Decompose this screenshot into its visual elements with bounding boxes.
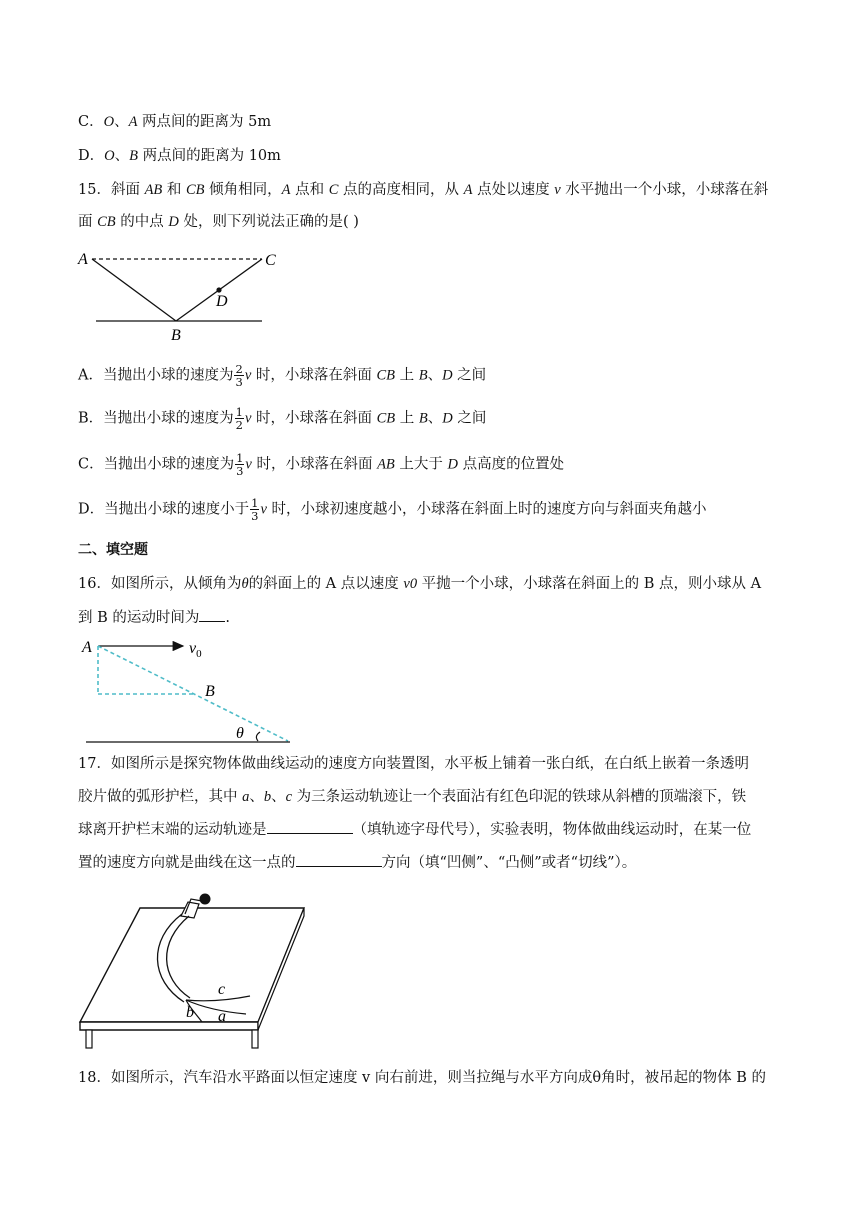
q15-option-c: C．当抛出小球的速度为 $\frac{1}{3}$ v 时，小球落在斜面 AB 上大于 D 点高度的位置处 xyxy=(78,451,565,478)
q15-incline-figure xyxy=(78,246,278,346)
answer-blank[interactable] xyxy=(267,819,353,834)
q17-stem-line3: 球离开护栏末端的运动轨迹是 （填轨迹字母代号），实验表明，物体做曲线运动时，在某一位 xyxy=(78,819,751,840)
q16-projectile-figure xyxy=(78,636,298,746)
q17-table-figure xyxy=(78,890,318,1055)
q16-label-b: B xyxy=(205,683,215,700)
q16-label-v0-subscript: 0 xyxy=(196,648,202,660)
q16-label-theta: θ xyxy=(236,725,244,742)
prev-option-d: D．O、B 两点间的距离为 10m xyxy=(78,148,281,164)
prev-option-c: C．O、A 两点间的距离为 5m xyxy=(78,114,272,130)
q15-option-a: A．当抛出小球的速度为 $\frac{2}{3}$ v 时，小球落在斜面 CB 上 B、D 之间 xyxy=(78,362,487,389)
q17-label-a: a xyxy=(218,1008,226,1025)
q17-stem-line4: 置的速度方向就是曲线在这一点的 方向（填“凹侧”、“凸侧”或者“切线”）。 xyxy=(78,852,636,873)
fraction: $\frac{1}{3}$ xyxy=(251,496,259,523)
q18-stem-line1: 18．如图所示，汽车沿水平路面以恒定速度 v 向右前进，则当拉绳与水平方向成θ角时，被吊起的物体 B 的 xyxy=(78,1070,766,1086)
fraction: $\frac{1}{2}$ xyxy=(235,405,243,432)
section-heading: 二、填空题 xyxy=(78,542,148,558)
q15-stem-line1: 15．斜面 AB 和 CB 倾角相同，A 点和 C 点的高度相同，从 A 点处以速度 v 水平抛出一个小球，小球落在斜 xyxy=(78,182,769,198)
q16-stem-line2: 到 B 的运动时间为 . xyxy=(78,607,230,628)
q16-label-a: A xyxy=(82,639,92,656)
q16-label-v0: $v_0$ xyxy=(189,640,202,660)
fraction: $\frac{2}{3}$ xyxy=(235,362,243,389)
fraction: $\frac{1}{3}$ xyxy=(236,451,244,478)
answer-blank[interactable] xyxy=(199,607,225,622)
q16-stem-line1: 16．如图所示，从倾角为θ的斜面上的 A 点以速度 v0 平抛一个小球，小球落在斜面上的 B 点，则小球从 A xyxy=(78,576,762,592)
q15-label-b: B xyxy=(171,327,181,344)
q15-label-c: C xyxy=(265,252,276,269)
q15-option-b: B．当抛出小球的速度为 $\frac{1}{2}$ v 时，小球落在斜面 CB 上 B、D 之间 xyxy=(78,405,487,432)
q15-option-d: D．当抛出小球的速度小于 $\frac{1}{3}$ v 时，小球初速度越小，小球落在斜面上时的速度方向与斜面夹角越小 xyxy=(78,496,707,523)
q17-label-c: c xyxy=(218,981,226,998)
q15-stem-line2: 面 CB 的中点 D 处，则下列说法正确的是( ) xyxy=(78,214,359,230)
q17-stem-line2: 胶片做的弧形护栏，其中 a、b、c 为三条运动轨迹让一个表面沾有红色印泥的铁球从斜槽的顶端滚下，铁 xyxy=(78,789,747,805)
answer-blank[interactable] xyxy=(296,852,382,867)
q17-label-b: b xyxy=(186,1004,194,1021)
q17-stem-line1: 17．如图所示是探究物体做曲线运动的速度方向装置图，水平板上铺着一张白纸，在白纸上嵌着一条透明 xyxy=(78,756,749,772)
q15-label-a: A xyxy=(78,251,88,268)
q15-label-d: D xyxy=(216,293,228,310)
